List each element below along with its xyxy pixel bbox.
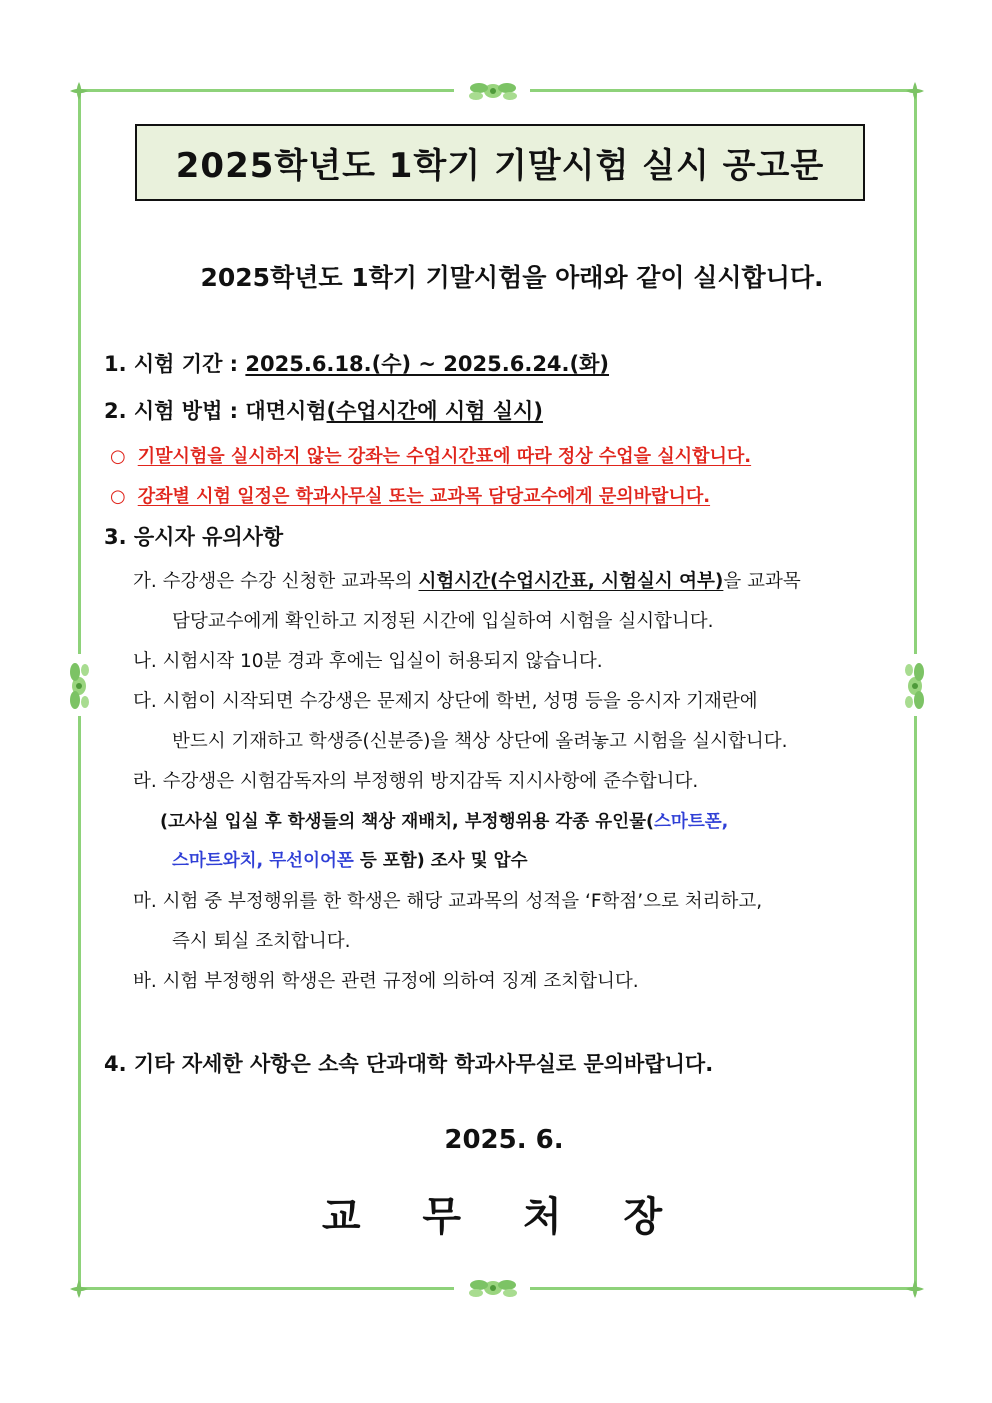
frame-left-top [78, 89, 81, 654]
rule-ma-line2: 즉시 퇴실 조치합니다. [172, 931, 351, 952]
exam-method [104, 395, 543, 425]
floral-ornament-bottom-icon [458, 1273, 528, 1303]
rule-ga-suffix: 을 교과목 [723, 571, 801, 592]
exam-period [104, 348, 609, 378]
rule-ma-line1: 마. 시험 중 부정행위를 한 학생은 해당 교과목의 성적을 ‘F학점’으로 처리하고, [133, 891, 763, 912]
rule-da-line1: 다. 시험이 시작되면 수강생은 문제지 상단에 학번, 성명 등을 응시자 기재란에 [133, 691, 758, 712]
rule-ra-line1: 라. 수강생은 시험감독자의 부정행위 방지감독 지시사항에 준수합니다. [133, 771, 699, 792]
item-contact: 4. 기타 자세한 사항은 소속 단과대학 학과사무실로 문의바랍니다. [104, 1052, 714, 1076]
rule-ra-note1-blue: 스마트폰, [654, 812, 729, 832]
rule-ga-emph: 시험시간(수업시간표, 시험실시 여부) [418, 571, 724, 592]
exam-period-value: 2025.6.18.(수) ~ 2025.6.24.(화) [245, 352, 610, 376]
notice-text: 기말시험을 실시하지 않는 강좌는 수업시간표에 따라 정상 수업을 실시합니다. [137, 446, 752, 467]
exam-method-value: (수업시간에 시험 실시) [326, 399, 543, 423]
rule-ga-prefix: 가. 수강생은 수강 신청한 교과목의 [133, 571, 419, 592]
rule-ra-note2-blue: 스마트와치, 무선이어폰 [172, 851, 354, 871]
notice-bullet: ○ [110, 446, 126, 467]
floral-ornament-right-icon [899, 658, 931, 714]
signature: 교 무 처 장 [321, 1194, 687, 1240]
exam-method-label: 2. 시험 방법 : 대면시험 [104, 399, 327, 423]
page-title: 2025학년도 1학기 기말시험 실시 공고문 [135, 124, 865, 201]
rule-ra-note2 [172, 847, 528, 872]
frame-bottom-left [78, 1287, 454, 1290]
rule-ga [133, 567, 801, 593]
frame-top-left [78, 89, 454, 92]
rule-ra-note2-suffix: 등 포함) 조사 및 압수 [353, 851, 528, 871]
rule-ba: 바. 시험 부정행위 학생은 관련 규정에 의하여 징계 조치합니다. [133, 971, 639, 992]
floral-ornament-left-icon [63, 658, 95, 714]
notice-text: 강좌별 시험 일정은 학과사무실 또는 교과목 담당교수에게 문의바랍니다. [137, 486, 711, 507]
corner-ornament-icon [68, 1278, 90, 1300]
rule-ra-note1 [160, 808, 728, 833]
issue-date: 2025. 6. [444, 1125, 564, 1155]
frame-top-right [530, 89, 914, 92]
exam-period-label: 1. 시험 기간 : [104, 352, 246, 376]
corner-ornament-icon [904, 80, 926, 102]
corner-ornament-icon [68, 80, 90, 102]
rule-na: 나. 시험시작 10분 경과 후에는 입실이 허용되지 않습니다. [133, 651, 603, 672]
notice-bullet: ○ [110, 486, 126, 507]
floral-ornament-top-icon [458, 76, 528, 106]
rule-ga-line2: 담당교수에게 확인하고 지정된 시간에 입실하여 시험을 실시합니다. [172, 611, 714, 632]
frame-right-top [914, 89, 917, 654]
notice-line [110, 442, 751, 468]
section-heading: 3. 응시자 유의사항 [104, 525, 284, 549]
frame-bottom-right [530, 1287, 914, 1290]
intro-text: 2025학년도 1학기 기말시험을 아래와 같이 실시합니다. [200, 263, 824, 292]
rule-da-line2: 반드시 기재하고 학생증(신분증)을 책상 상단에 올려놓고 시험을 실시합니다. [172, 731, 788, 752]
rule-ra-note1-prefix: (고사실 입실 후 학생들의 책상 재배치, 부정행위용 각종 유인물( [160, 812, 655, 832]
corner-ornament-icon [904, 1278, 926, 1300]
notice-line [110, 482, 710, 508]
